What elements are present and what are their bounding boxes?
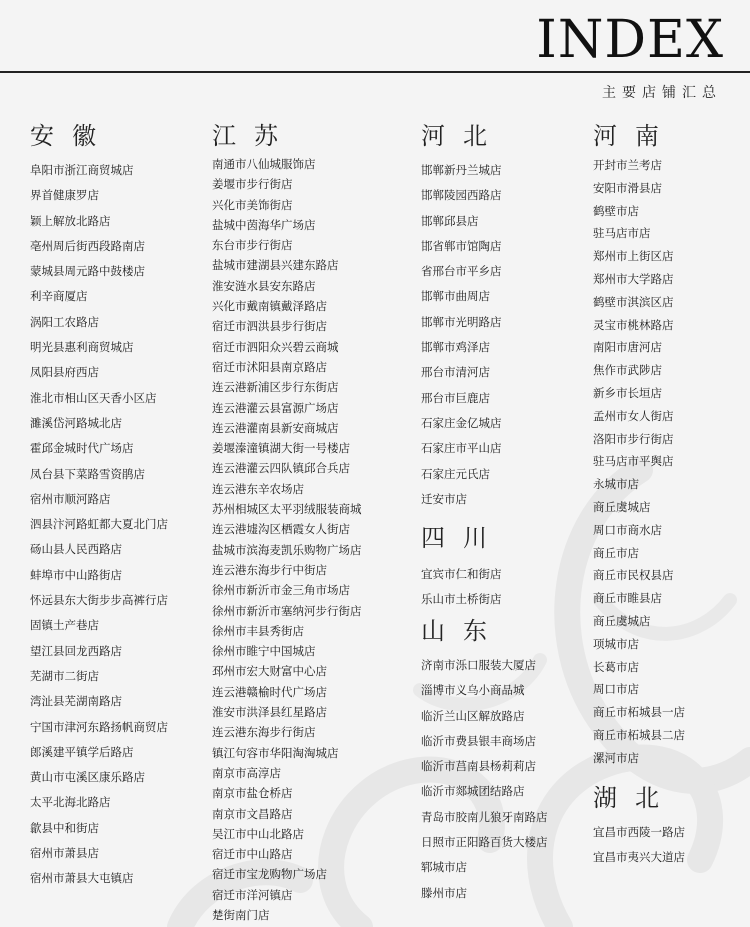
store-item: 省邢台市平乡店 <box>421 264 502 279</box>
store-item: 阜阳市浙江商贸城店 <box>30 163 134 177</box>
store-item: 商丘市睢县店 <box>593 591 662 606</box>
store-item: 南京市高淳店 <box>212 765 281 780</box>
province-section-anhui <box>30 118 168 892</box>
store-item: 商丘虞城店 <box>593 613 651 628</box>
store-item: 邯郸新丹兰城店 <box>421 163 502 177</box>
store-item: 邳州市宏大财富中心店 <box>212 664 327 679</box>
store-item: 宿迁市沭阳县南京路店 <box>212 359 327 374</box>
store-item: 日照市正阳路百货大楼店 <box>421 835 548 850</box>
store-list <box>421 158 505 512</box>
store-item: 临沂市郯城团结路店 <box>421 784 525 799</box>
store-item: 郎溪建平镇学后路店 <box>30 744 134 759</box>
store-item: 开封市兰考店 <box>593 158 662 172</box>
store-item: 连云港灌云四队镇邱合兵店 <box>212 461 350 476</box>
store-item: 石家庄元氏店 <box>421 466 490 481</box>
store-item: 乐山市土桥街店 <box>421 592 502 607</box>
store-item: 兴化市戴南镇戴泽路店 <box>212 299 327 314</box>
store-item: 迁安市店 <box>421 491 467 506</box>
store-item: 兴化市美饰街店 <box>212 197 293 212</box>
store-item: 姜堰溱潼镇湖大街一号楼店 <box>212 441 350 456</box>
store-list <box>30 158 168 892</box>
province-heading: 山东 <box>421 617 505 645</box>
store-item: 东台市步行街店 <box>212 238 293 253</box>
store-item: 周口市商水店 <box>593 522 662 537</box>
store-item: 凤台县下菜路雪资鹃店 <box>30 466 145 481</box>
store-item: 固镇土产巷店 <box>30 618 99 633</box>
store-item: 亳州周后街西段路南店 <box>30 238 145 253</box>
store-item: 邢台市清河店 <box>421 365 490 380</box>
store-item: 临沂兰山区解放路店 <box>421 708 525 723</box>
store-item: 泗县汴河路虹都大夏北门店 <box>30 517 168 532</box>
store-item: 太平北海北路店 <box>30 795 111 810</box>
store-item: 郑州市大学路店 <box>593 271 674 286</box>
store-item: 连云港东辛农场店 <box>212 481 304 496</box>
store-item: 歙县中和街店 <box>30 820 99 835</box>
store-item: 凤阳县府西店 <box>30 365 99 380</box>
store-item: 楚街南门店 <box>212 907 270 922</box>
province-section-sichuan <box>421 520 505 613</box>
province-section-jiangsu <box>212 118 362 925</box>
store-item: 宿迁市泗阳众兴碧云商城 <box>212 339 339 354</box>
store-item: 宿迁市洋河镇店 <box>212 887 293 902</box>
store-item: 连云港新浦区步行东街店 <box>212 380 339 395</box>
province-section-henan <box>593 118 685 770</box>
store-item: 宜昌市夷兴大道店 <box>593 850 685 864</box>
store-item: 濉溪岱河路城北店 <box>30 415 122 430</box>
page-title: INDEX <box>536 10 724 70</box>
store-item: 项城市店 <box>593 636 639 651</box>
store-item: 宿州市萧县店 <box>30 846 99 861</box>
store-item: 灵宝市桃林路店 <box>593 317 674 332</box>
store-item: 淮安涟水县安东路店 <box>212 278 316 293</box>
store-item: 涡阳工农路店 <box>30 314 99 329</box>
store-item: 新乡市长垣店 <box>593 385 662 400</box>
store-item: 南京市文昌路店 <box>212 806 293 821</box>
store-list <box>593 820 685 870</box>
store-item: 焦作市武陟店 <box>593 363 662 378</box>
store-list <box>421 653 548 906</box>
store-item: 蚌埠市中山路街店 <box>30 567 122 582</box>
province-section-shandong <box>421 613 548 906</box>
province-section-hebei <box>421 118 505 512</box>
store-item: 盐城市滨海麦凯乐购物广场店 <box>212 542 362 557</box>
store-item: 望江县回龙西路店 <box>30 643 122 658</box>
store-item: 宁国市津河东路扬帆商贸店 <box>30 719 168 734</box>
store-item: 宿迁市宝龙购物广场店 <box>212 867 327 882</box>
store-item: 驻马店市店 <box>593 226 651 241</box>
store-item: 利辛商厦店 <box>30 289 88 304</box>
store-item: 盐城市建湖县兴建东路店 <box>212 258 339 273</box>
store-item: 邯郸邱县店 <box>421 213 479 228</box>
store-item: 宿州市萧县大屯镇店 <box>30 871 134 886</box>
store-item: 石家庄市平山店 <box>421 441 502 456</box>
store-item: 洛阳市步行街店 <box>593 431 674 446</box>
store-item: 淮安市洪泽县红星路店 <box>212 705 327 720</box>
store-item: 邯省郸市馆陶店 <box>421 238 502 253</box>
store-item: 南阳市唐河店 <box>593 340 662 355</box>
store-item: 颖上解放北路店 <box>30 213 111 228</box>
store-item: 商丘市柘城县二店 <box>593 727 685 742</box>
header-divider <box>0 71 750 73</box>
store-item: 明光县惠利商贸城店 <box>30 340 134 355</box>
store-item: 孟州市女人街店 <box>593 408 674 423</box>
store-item: 吴江市中山北路店 <box>212 826 304 841</box>
store-item: 商丘市民权县店 <box>593 568 674 583</box>
store-item: 郓城市店 <box>421 860 467 875</box>
store-item: 芜湖市二街店 <box>30 668 99 683</box>
store-item: 济南市泺口服装大厦店 <box>421 658 536 672</box>
store-item: 砀山县人民西路店 <box>30 542 122 557</box>
store-item: 郑州市上街区店 <box>593 249 674 264</box>
store-item: 鹤壁市店 <box>593 203 639 218</box>
store-item: 漯河市店 <box>593 750 639 765</box>
province-heading: 安徽 <box>30 122 114 150</box>
store-item: 周口市店 <box>593 682 639 697</box>
store-item: 宜宾市仁和街店 <box>421 567 502 581</box>
store-list <box>593 154 685 770</box>
store-item: 界首健康罗店 <box>30 188 99 203</box>
store-item: 霍邱金城时代广场店 <box>30 441 134 456</box>
province-heading: 四川 <box>421 524 505 552</box>
store-item: 湾沚县芜湖南路店 <box>30 694 122 709</box>
store-item: 宜昌市西陵一路店 <box>593 825 685 839</box>
province-heading: 湖北 <box>593 784 677 812</box>
store-list <box>212 154 362 925</box>
store-item: 徐州市睢宁中国城店 <box>212 644 316 659</box>
store-item: 连云港赣榆时代广场店 <box>212 684 327 699</box>
store-item: 宿迁市泗洪县步行街店 <box>212 319 327 334</box>
store-item: 永城市店 <box>593 477 639 492</box>
store-item: 商丘市店 <box>593 545 639 560</box>
store-item: 姜堰市步行街店 <box>212 177 293 192</box>
store-item: 滕州市店 <box>421 885 467 900</box>
store-list <box>421 562 505 613</box>
store-item: 徐州市丰县秀街店 <box>212 623 304 638</box>
province-section-hubei <box>593 780 685 870</box>
store-item: 蒙城县周元路中鼓楼店 <box>30 264 145 279</box>
store-item: 连云港墟沟区栖霞女人街店 <box>212 522 350 537</box>
store-item: 宿迁市中山路店 <box>212 847 293 862</box>
store-item: 徐州市新沂市金三角市场店 <box>212 583 350 598</box>
store-item: 连云港灌南县新安商城店 <box>212 420 339 435</box>
store-item: 邢台市巨鹿店 <box>421 390 490 405</box>
province-heading: 河北 <box>421 122 505 150</box>
store-item: 青岛市胶南儿狼牙南路店 <box>421 809 548 824</box>
store-item: 邯郸市光明路店 <box>421 314 502 329</box>
store-item: 临沂市莒南县杨莉莉店 <box>421 759 536 774</box>
store-item: 南京市盐仓桥店 <box>212 786 293 801</box>
store-item: 苏州相城区太平羽绒服装商城 <box>212 502 362 517</box>
store-item: 商丘市柘城县一店 <box>593 705 685 720</box>
store-item: 安阳市滑县店 <box>593 180 662 195</box>
store-item: 镇江句容市华阳淘淘城店 <box>212 745 339 760</box>
store-item: 连云港灌云县富源广场店 <box>212 400 339 415</box>
store-item: 黄山市屯溪区康乐路店 <box>30 770 145 785</box>
store-item: 淄博市义乌小商品城 <box>421 683 525 698</box>
store-item: 怀远县东大街步步高裤行店 <box>30 593 168 608</box>
store-item: 宿州市顺河路店 <box>30 491 111 506</box>
store-item: 连云港东海步行街店 <box>212 725 316 740</box>
store-item: 邯郸陵园西路店 <box>421 188 502 203</box>
store-item: 鹤壁市淇滨区店 <box>593 294 674 309</box>
province-heading: 河南 <box>593 122 677 150</box>
store-item: 商丘虞城店 <box>593 499 651 514</box>
store-item: 长葛市店 <box>593 659 639 674</box>
store-item: 淮北市相山区天香小区店 <box>30 390 157 405</box>
store-item: 临沂市费县银丰商场店 <box>421 733 536 748</box>
store-item: 徐州市新沂市塞纳河步行街店 <box>212 603 362 618</box>
store-item: 连云港东海步行中街店 <box>212 562 327 577</box>
page-subtitle: 主要店铺汇总 <box>602 85 722 101</box>
store-item: 邯郸市鸡泽店 <box>421 340 490 355</box>
store-item: 邯郸市曲周店 <box>421 289 490 304</box>
store-item: 驻马店市平舆店 <box>593 454 674 469</box>
store-item: 南通市八仙城服饰店 <box>212 157 316 171</box>
store-item: 盐城中茵海华广场店 <box>212 217 316 232</box>
province-heading: 江苏 <box>212 122 296 150</box>
store-item: 石家庄金亿城店 <box>421 415 502 430</box>
